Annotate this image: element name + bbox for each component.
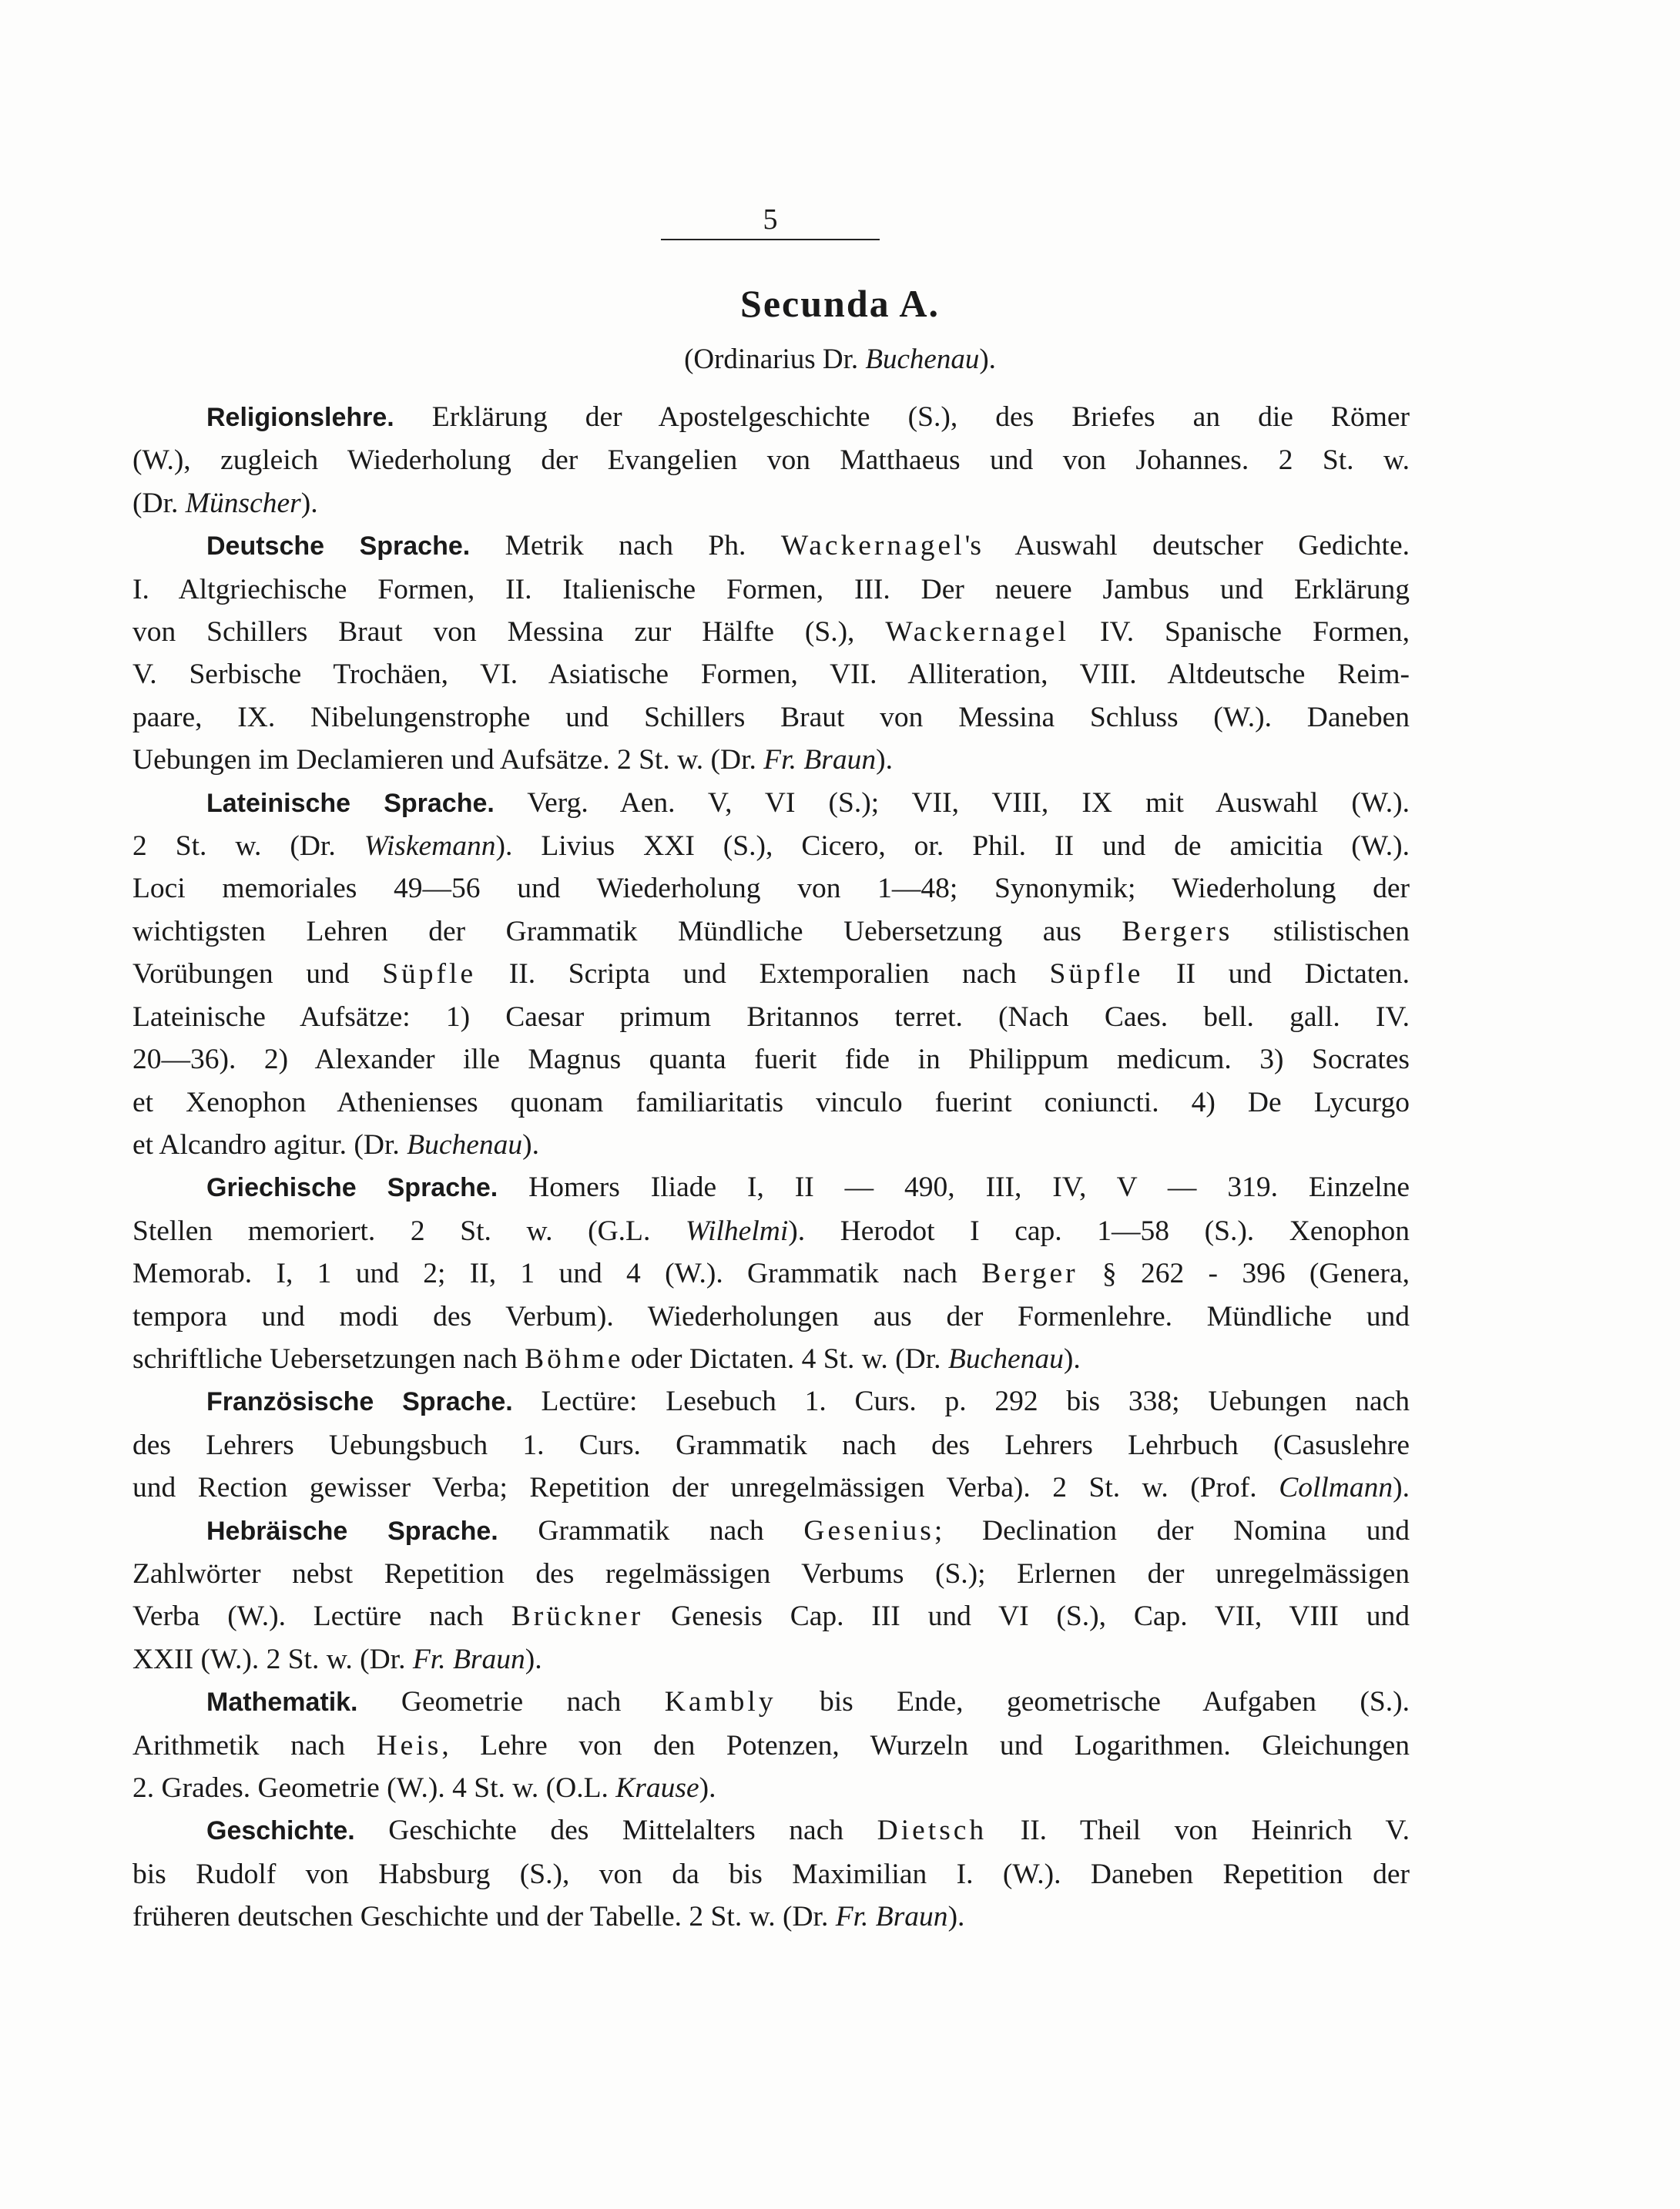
- text-line: tempora und modi des Verbum). Wiederholungen aus der Formenlehre. Mündliche und: [132, 1300, 1410, 1332]
- text-line: Deutsche Sprache. Metrik nach Ph. Wackernagel's Auswahl deutscher Gedichte.: [206, 530, 1410, 562]
- subject-title: Französische Sprache.: [206, 1387, 513, 1417]
- text-line: Lateinische Aufsätze: 1) Caesar primum Britannos terret. (Nach Caes. bell. gall. IV.: [132, 1001, 1410, 1033]
- text-line: et Alcandro agitur. (Dr. Buchenau).: [132, 1128, 539, 1161]
- text-line: et Xenophon Athenienses quonam familiaritatis vinculo fuerint coniuncti. 4) De Lycurgo: [132, 1086, 1410, 1118]
- text-line: Religionslehre. Erklärung der Apostelgeschichte (S.), des Briefes an die Römer: [206, 401, 1410, 433]
- text-line: paare, IX. Nibelungenstrophe und Schillers Braut von Messina Schluss (W.). Daneben: [132, 701, 1410, 733]
- teacher-name: Wilhelmi: [685, 1215, 789, 1247]
- text-line: Zahlwörter nebst Repetition des regelmässigen Verbums (S.); Erlernen der unregelmässigen: [132, 1557, 1410, 1590]
- text-line: Stellen memoriert. 2 St. w. (G.L. Wilhelmi). Herodot I cap. 1—58 (S.). Xenophon: [132, 1215, 1410, 1247]
- text-line: wichtigsten Lehren der Grammatik Mündliche Uebersetzung aus Bergers stilistischen: [132, 915, 1410, 947]
- text-line: bis Rudolf von Habsburg (S.), von da bis Maximilian I. (W.). Daneben Repetition der: [132, 1858, 1410, 1890]
- text-line: 2 St. w. (Dr. Wiskemann). Livius XXI (S.), Cicero, or. Phil. II und de amicitia (W.).: [132, 830, 1410, 863]
- text-line: Uebungen im Declamieren und Aufsätze. 2 St. w. (Dr. Fr. Braun).: [132, 744, 893, 776]
- teacher-name: Krause: [615, 1772, 699, 1804]
- paragraph-hebraeische-sprache: [132, 1510, 1410, 1681]
- paragraph-geschichte: [132, 1809, 1410, 1938]
- teacher-name: Wiskemann: [364, 830, 496, 863]
- text-line: früheren deutschen Geschichte und der Tabelle. 2 St. w. (Dr. Fr. Braun).: [132, 1901, 965, 1933]
- subject-title: Hebräische Sprache.: [206, 1516, 498, 1546]
- teacher-name: Collmann: [1279, 1472, 1393, 1504]
- text-line: Griechische Sprache. Homers Iliade I, II — 490, III, IV, V — 319. Einzelne: [206, 1172, 1410, 1204]
- subject-title: Geschichte.: [206, 1816, 355, 1846]
- teacher-name: Buchenau: [407, 1128, 523, 1161]
- subject-title: Deutsche Sprache.: [206, 531, 471, 561]
- text-line: (Dr. Münscher).: [132, 487, 318, 519]
- teacher-name: Buchenau: [947, 1342, 1064, 1375]
- text-line: Vorübungen und Süpfle II. Scripta und Extemporalien nach Süpfle II und Dictaten.: [132, 958, 1410, 991]
- text-line: des Lehrers Uebungsbuch 1. Curs. Grammatik nach des Lehrers Lehrbuch (Casuslehre: [132, 1429, 1410, 1461]
- text-line: I. Altgriechische Formen, II. Italienische Formen, III. Der neuere Jambus und Erklärung: [132, 573, 1410, 605]
- paragraph-lateinische-sprache: [132, 782, 1410, 1167]
- teacher-name: Fr. Braun: [835, 1901, 948, 1933]
- page-number: 5: [661, 200, 880, 240]
- section-heading: Secunda A.: [740, 282, 940, 325]
- text-line: und Rection gewisser Verba; Repetition der unregelmässigen Verba). 2 St. w. (Prof. Collmann).: [132, 1472, 1410, 1504]
- text-line: Mathematik. Geometrie nach Kambly bis Ende, geometrische Aufgaben (S.).: [206, 1686, 1410, 1718]
- text-line: (W.), zugleich Wiederholung der Evangelien von Matthaeus und von Johannes. 2 St. w.: [132, 444, 1410, 477]
- text-line: 2. Grades. Geometrie (W.). 4 St. w. (O.L. Krause).: [132, 1772, 716, 1804]
- text-line: Geschichte. Geschichte des Mittelalters nach Dietsch II. Theil von Heinrich V.: [206, 1815, 1410, 1847]
- teacher-name: Fr. Braun: [412, 1643, 525, 1675]
- text-line: Verba (W.). Lectüre nach Brückner Genesis Cap. III und VI (S.), Cap. VII, VIII und: [132, 1601, 1410, 1633]
- text-line: XXII (W.). 2 St. w. (Dr. Fr. Braun).: [132, 1643, 542, 1675]
- subject-title: Religionslehre.: [206, 403, 394, 432]
- paragraph-mathematik: [132, 1681, 1410, 1809]
- paragraph-griechische-sprache: [132, 1166, 1410, 1380]
- text-line: Lateinische Sprache. Verg. Aen. V, VI (S.); VII, VIII, IX mit Auswahl (W.).: [206, 786, 1410, 819]
- teacher-name: Münscher: [185, 487, 301, 519]
- ordinarius-line: (Ordinarius Dr. Buchenau).: [684, 344, 996, 375]
- text-line: 20—36). 2) Alexander ille Magnus quanta fuerit fide in Philippum medicum. 3) Socrates: [132, 1044, 1410, 1076]
- text-line: von Schillers Braut von Messina zur Hälfte (S.), Wackernagel IV. Spanische Formen,: [132, 616, 1410, 649]
- subject-title: Mathematik.: [206, 1688, 358, 1718]
- subject-title: Griechische Sprache.: [206, 1173, 498, 1203]
- ordinarius-name: Buchenau: [865, 344, 980, 375]
- text-line: V. Serbische Trochäen, VI. Asiatische Formen, VII. Alliteration, VIII. Altdeutsche Reim-: [132, 659, 1410, 691]
- paragraph-franzoesische-sprache: [132, 1380, 1410, 1509]
- text-line: Arithmetik nach Heis, Lehre von den Potenzen, Wurzeln und Logarithmen. Gleichungen: [132, 1729, 1410, 1762]
- subject-title: Lateinische Sprache.: [206, 788, 495, 818]
- paragraph-deutsche-sprache: [132, 525, 1410, 781]
- text-line: Französische Sprache. Lectüre: Lesebuch 1. Curs. p. 292 bis 338; Uebungen nach: [206, 1386, 1410, 1418]
- teacher-name: Fr. Braun: [763, 744, 877, 776]
- paragraph-religionslehre: [132, 396, 1410, 525]
- text-line: Loci memoriales 49—56 und Wiederholung von 1—48; Synonymik; Wiederholung der: [132, 873, 1410, 905]
- text-line: Memorab. I, 1 und 2; II, 1 und 4 (W.). Grammatik nach Berger § 262 - 396 (Genera,: [132, 1258, 1410, 1290]
- document-body: [132, 396, 1410, 1939]
- text-line: Hebräische Sprache. Grammatik nach Gesenius; Declination der Nomina und: [206, 1514, 1410, 1547]
- text-line: schriftliche Uebersetzungen nach Böhme oder Dictaten. 4 St. w. (Dr. Buchenau).: [132, 1342, 1081, 1375]
